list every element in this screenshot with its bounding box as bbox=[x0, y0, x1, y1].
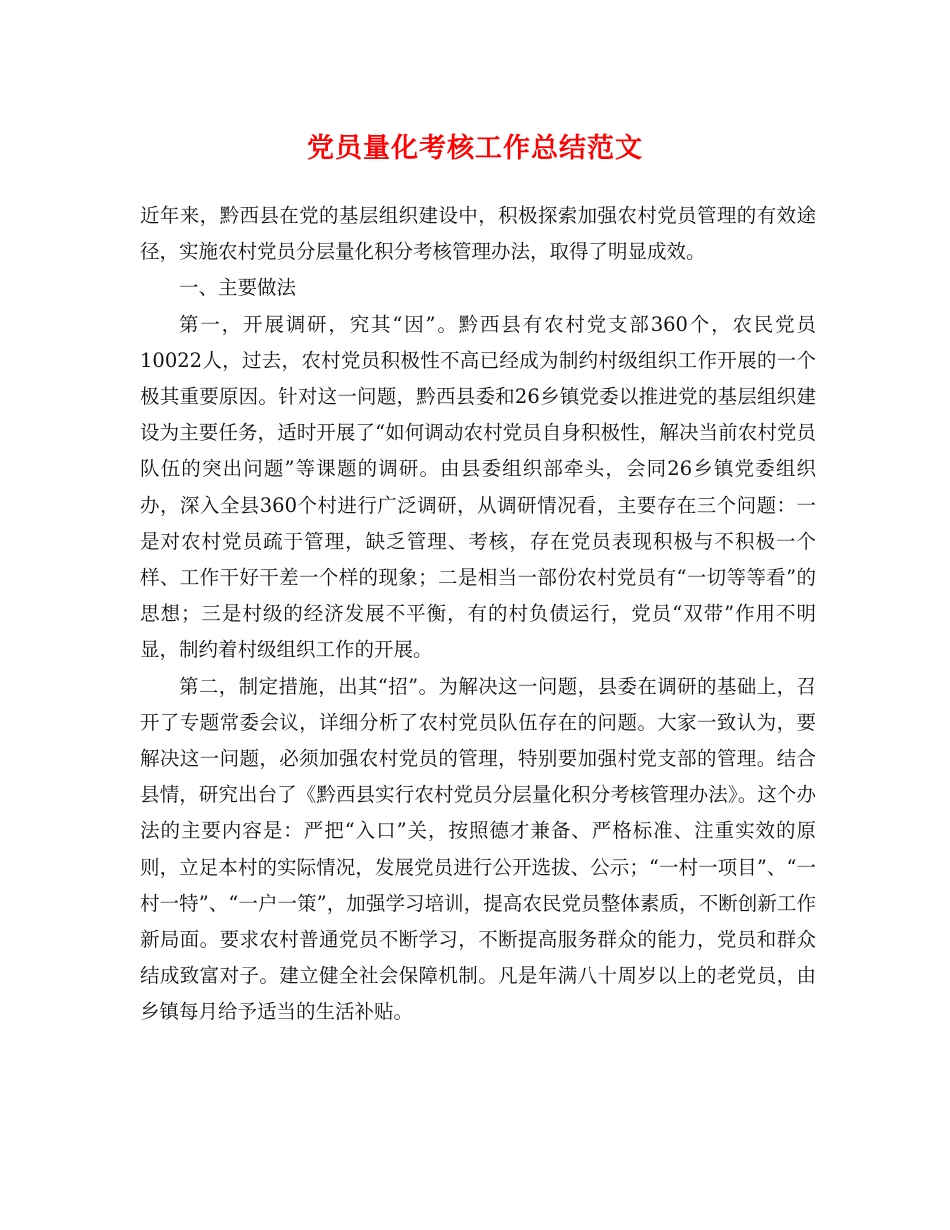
document-title: 党员量化考核工作总结范文 bbox=[307, 133, 643, 164]
body-paragraph: 第二，制定措施，出其“招”。为解决这一问题，县委在调研的基础上，召开了专题常委会议，详细分析了农村党员队伍存在的问题。大家一致认为，要解决这一问题，必须加强农村党员的管理，特别要加强村党支部的管理。结合县情，研究出台了《黔西县实行农村党员分层量化积分考核管理办法》。这个办法的主要内容是：严把“入口”关，按照德才兼备、严格标准、注重实效的原则，立足本村的实际情况，发展党员进行公开选拔、公示；“一村一项目”、“一村一特”、“一户一策”，加强学习培训，提高农民党员整体素质，不断创新工作新局面。要求农村普通党员不断学习，不断提高服务群众的能力，党员和群众结成致富对子。建立健全社会保障机制。凡是年满八十周岁以上的老党员，由乡镇每月给予适当的生活补贴。 bbox=[140, 674, 816, 1024]
body-paragraph: 第一，开展调研，究其“因”。黔西县有农村党支部360个，农民党员10022人，过去，农村党员积极性不高已经成为制约村级组织工作开展的一个极其重要原因。针对这一问题，黔西县委和26乡镇党委以推进党的基层组织建设为主要任务，适时开展了“如何调动农村党员自身积极性，解决当前农村党员队伍的突出问题”等课题的调研。由县委组织部牵头，会同26乡镇党委组织办，深入全县360个村进行广泛调研，从调研情况看，主要存在三个问题：一是对农村党员疏于管理，缺乏管理、考核，存在党员表现积极与不积极一个样、工作干好干差一个样的现象；二是相当一部份农村党员有“一切等等看”的思想；三是村级的经济发展不平衡，有的村负债运行，党员“双带”作用不明显，制约着村级组织工作的开展。 bbox=[140, 312, 816, 662]
document-body bbox=[140, 198, 816, 1031]
intro-paragraph: 近年来，黔西县在党的基层组织建设中，积极探索加强农村党员管理的有效途径，实施农村党员分层量化积分考核管理办法，取得了明显成效。 bbox=[140, 204, 816, 264]
section-heading: 一、主要做法 bbox=[179, 276, 297, 300]
